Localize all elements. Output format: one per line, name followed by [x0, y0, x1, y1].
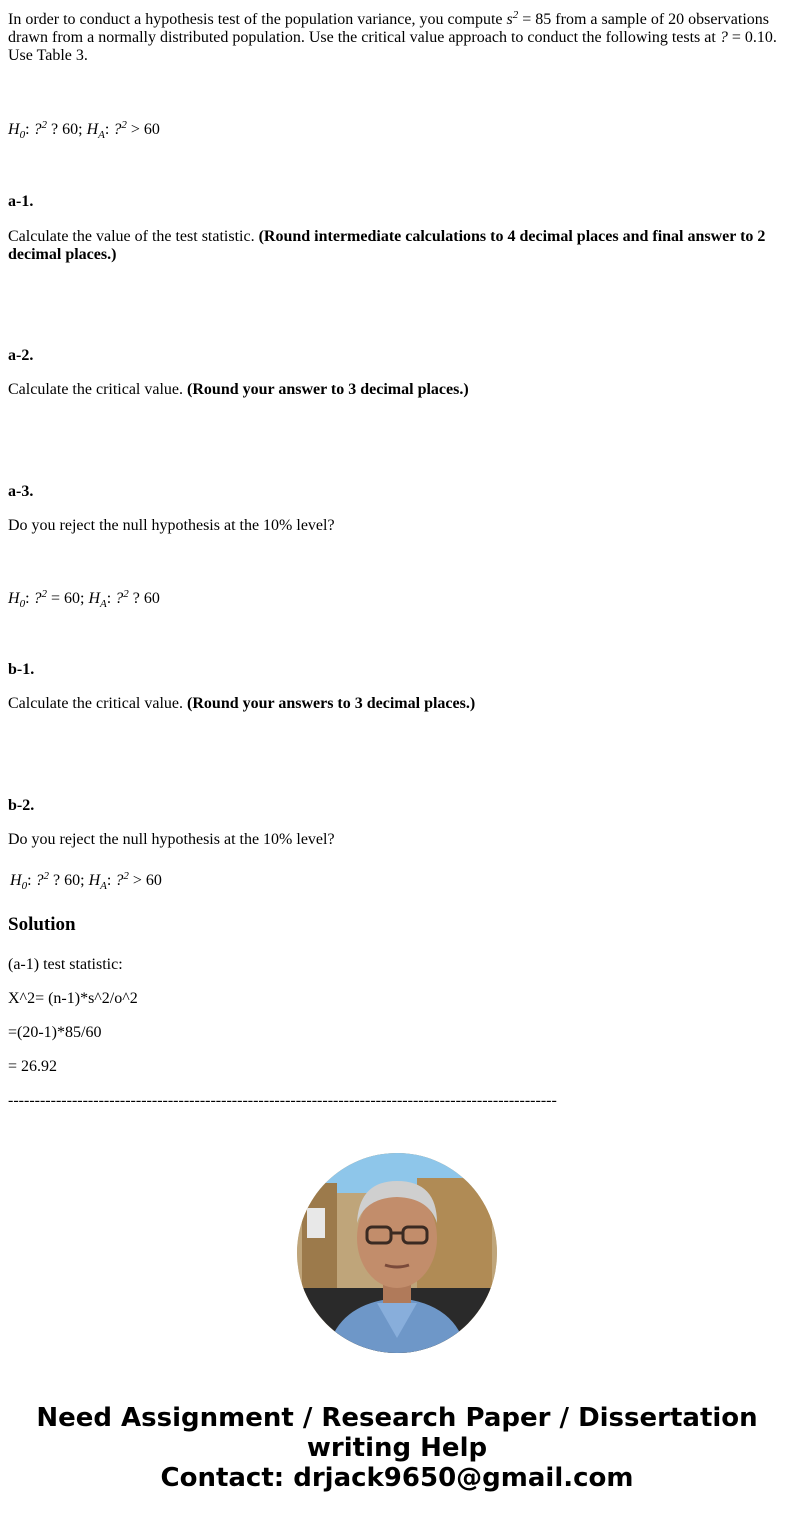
- question-text: Do you reject the null hypothesis at the 10% level?: [8, 831, 335, 848]
- alt-relation: > 60: [128, 872, 162, 889]
- separator: :: [106, 872, 116, 889]
- hypothesis-c: [10, 872, 788, 890]
- footer-line: Need Assignment / Research Paper / Dissertation: [36, 1403, 758, 1433]
- alt-relation: > 60: [126, 121, 160, 138]
- h0-symbol: H: [10, 872, 22, 889]
- null-relation: ? 60;: [49, 872, 89, 889]
- sigma-symbol: ?: [113, 121, 122, 138]
- question-text: Calculate the critical value.: [8, 695, 188, 712]
- solution-line: =(20-1)*85/60: [8, 1024, 102, 1041]
- intro-text-2: = 85 from a sample of 20 observations drawn from a normally distributed population. Use the critical value approach to conduct the following tests at: [8, 11, 770, 46]
- sigma-exponent: 2: [121, 119, 127, 131]
- sample-variance-symbol: s: [506, 11, 513, 28]
- ha-subscript: A: [100, 880, 107, 892]
- sigma-symbol: ?: [33, 121, 42, 138]
- part-a1-label: [8, 193, 786, 211]
- h0-subscript: 0: [19, 129, 26, 141]
- rounding-note: (Round your answer to 3 decimal places.): [187, 381, 469, 398]
- h0-symbol: H: [8, 121, 20, 138]
- separator: :: [106, 590, 116, 607]
- author-avatar: [297, 1153, 497, 1353]
- rounding-note: (Round your answers to 3 decimal places.): [187, 695, 476, 712]
- sigma-symbol: ?: [115, 590, 124, 607]
- avatar-portrait-icon: [297, 1153, 497, 1353]
- ha-subscript: A: [100, 598, 107, 610]
- part-label: a-3.: [8, 483, 34, 500]
- sample-variance-exponent: 2: [512, 9, 519, 21]
- problem-intro: [8, 11, 786, 65]
- ha-subscript: A: [98, 129, 105, 141]
- hypothesis-b: [8, 590, 786, 608]
- ha-symbol: H: [86, 121, 99, 138]
- part-b1-label: [8, 661, 786, 679]
- solution-line: X^2= (n-1)*s^2/o^2: [8, 990, 138, 1007]
- sigma-exponent: 2: [123, 870, 129, 882]
- separator: :: [25, 121, 34, 138]
- solution-line: (a-1) test statistic:: [8, 956, 123, 973]
- separator: :: [25, 590, 34, 607]
- question-text: Calculate the critical value.: [8, 381, 188, 398]
- ha-symbol: H: [88, 590, 101, 607]
- hypothesis-a: [8, 121, 786, 139]
- sigma-exponent: 2: [41, 119, 48, 131]
- separator: :: [104, 121, 114, 138]
- part-label: b-2.: [8, 797, 35, 814]
- part-a1-question: [8, 228, 786, 264]
- footer-line: writing Help: [306, 1433, 488, 1463]
- contact-footer: [0, 1403, 794, 1493]
- part-b2-label: [8, 797, 786, 815]
- part-a3-label: [8, 483, 786, 501]
- part-a2-label: [8, 347, 786, 365]
- h0-subscript: 0: [19, 598, 26, 610]
- h0-symbol: H: [8, 590, 20, 607]
- solution-line: = 26.92: [8, 1058, 58, 1075]
- part-b1-question: [8, 695, 786, 713]
- sigma-symbol: ?: [115, 872, 124, 889]
- alpha-symbol: ?: [719, 29, 728, 46]
- h0-subscript: 0: [21, 880, 28, 892]
- part-a2-question: [8, 381, 786, 399]
- part-label: a-1.: [8, 193, 34, 210]
- part-label: b-1.: [8, 661, 35, 678]
- sigma-exponent: 2: [41, 588, 48, 600]
- sigma-exponent: 2: [123, 588, 129, 600]
- sigma-exponent: 2: [43, 870, 50, 882]
- sigma-symbol: ?: [35, 872, 44, 889]
- solution-heading: Solution: [8, 914, 76, 935]
- intro-text-3: = 0.10. Use Table 3.: [8, 29, 777, 64]
- null-relation: = 60;: [47, 590, 89, 607]
- question-text: Calculate the value of the test statistic.: [8, 228, 259, 245]
- part-label: a-2.: [8, 347, 34, 364]
- intro-text-1: In order to conduct a hypothesis test of the population variance, you compute: [8, 11, 507, 28]
- rounding-note: (Round intermediate calculations to 4 decimal places and final answer to 2 decimal places.): [8, 228, 766, 263]
- contact-email: Contact: drjack9650@gmail.com: [160, 1463, 634, 1493]
- separator: :: [27, 872, 36, 889]
- sigma-symbol: ?: [33, 590, 42, 607]
- question-text: Do you reject the null hypothesis at the 10% level?: [8, 517, 335, 534]
- part-b2-question: [8, 831, 786, 849]
- alt-relation: ? 60: [128, 590, 160, 607]
- solution-divider: -------------------------------------------------------------------------------------------------------: [8, 1092, 557, 1109]
- null-relation: ? 60;: [47, 121, 87, 138]
- part-a3-question: [8, 517, 786, 535]
- ha-symbol: H: [88, 872, 101, 889]
